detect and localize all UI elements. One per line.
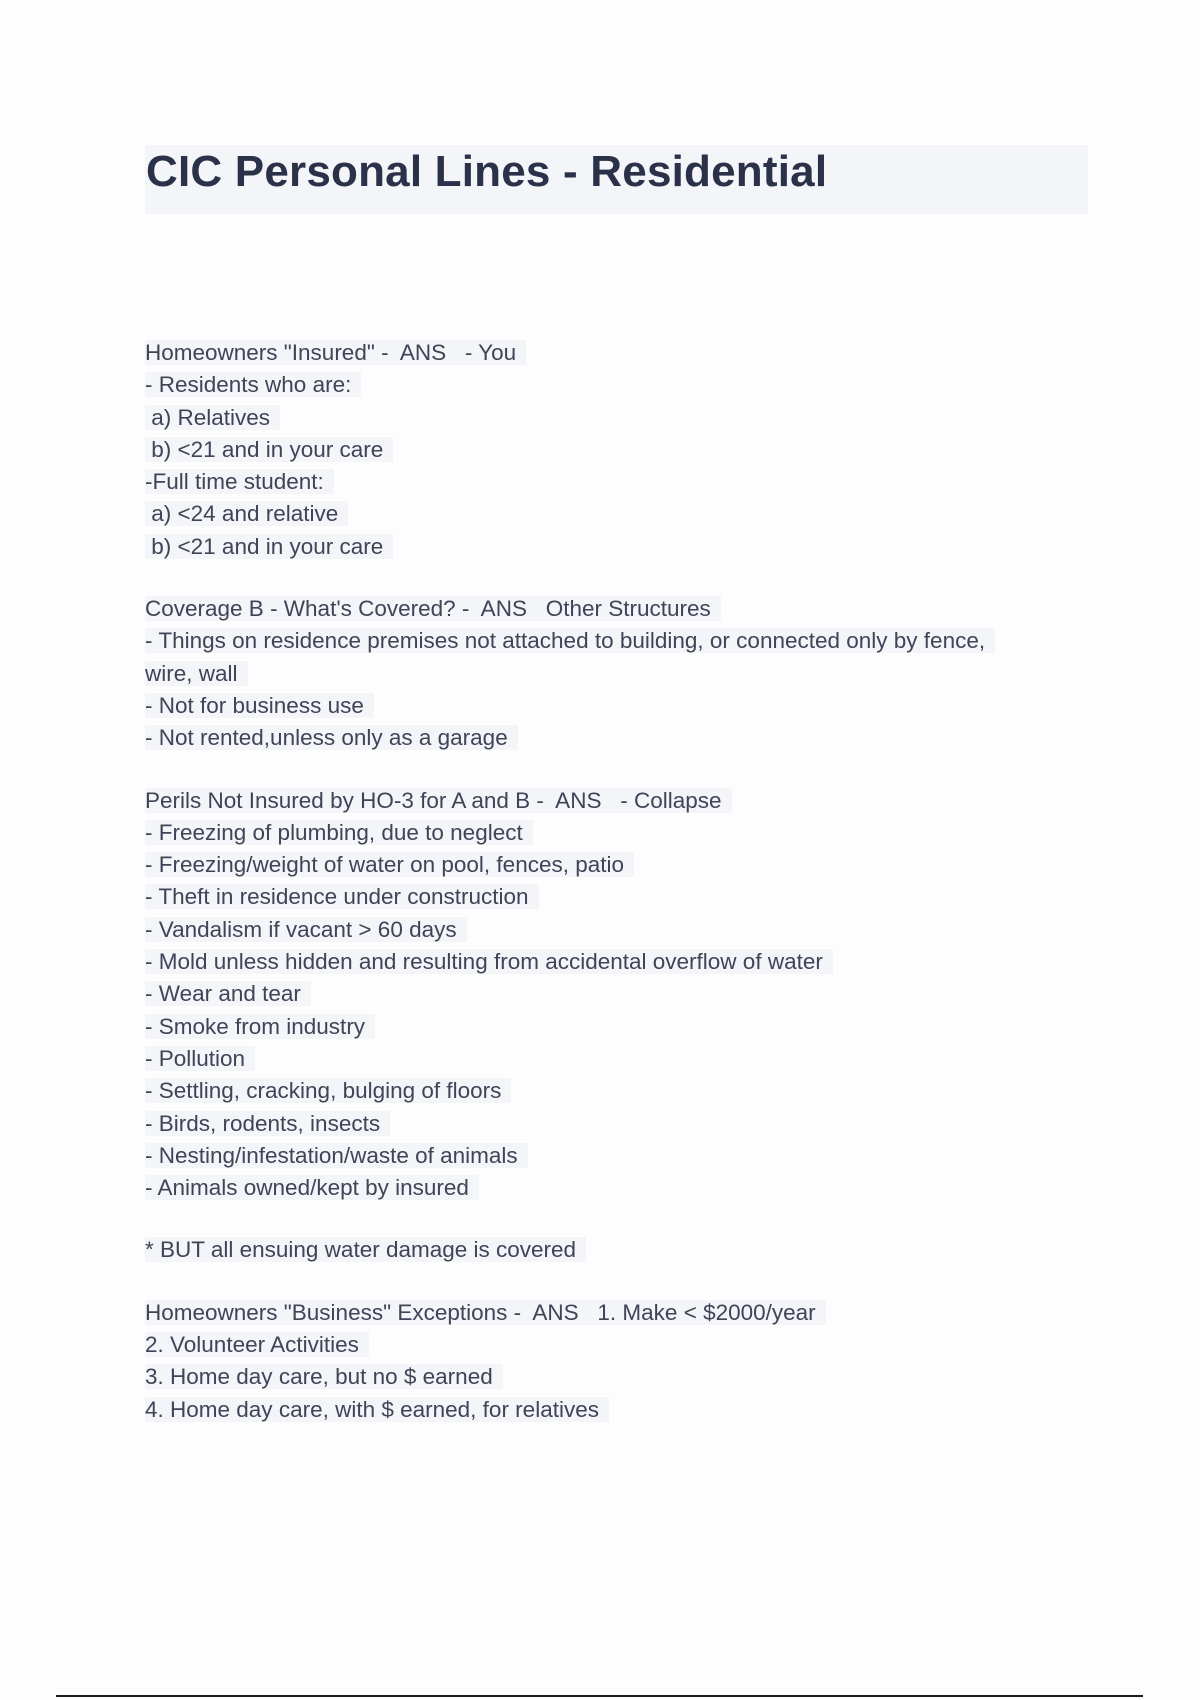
text-line: - Vandalism if vacant > 60 days	[145, 917, 467, 942]
text-line: - Not for business use	[145, 693, 374, 718]
text-line: a) Relatives	[145, 405, 280, 430]
section-coverage-b	[145, 593, 1065, 754]
text-line: 4. Home day care, with $ earned, for relatives	[145, 1397, 609, 1422]
section-water-damage-note	[145, 1234, 1065, 1266]
text-line: wire, wall	[145, 661, 248, 686]
text-line: - Freezing of plumbing, due to neglect	[145, 820, 533, 845]
section-perils-not-insured	[145, 785, 1065, 1205]
text-line: a) <24 and relative	[145, 501, 348, 526]
text-line: - Residents who are:	[145, 372, 361, 397]
text-line: - Not rented,unless only as a garage	[145, 725, 518, 750]
footer-divider	[56, 1695, 1143, 1697]
text-line: - Pollution	[145, 1046, 255, 1071]
text-line: - Settling, cracking, bulging of floors	[145, 1078, 511, 1103]
text-line: - Theft in residence under construction	[145, 884, 539, 909]
section-homeowners-insured	[145, 337, 1065, 563]
page-title: CIC Personal Lines - Residential	[146, 147, 828, 196]
text-line: Homeowners "Business" Exceptions - ANS 1. Make < $2000/year	[145, 1300, 826, 1325]
text-line: - Smoke from industry	[145, 1014, 375, 1039]
text-line: - Wear and tear	[145, 981, 311, 1006]
text-line: b) <21 and in your care	[145, 534, 393, 559]
text-line: - Animals owned/kept by insured	[145, 1175, 479, 1200]
text-line: Perils Not Insured by HO-3 for A and B - ANS - Collapse	[145, 788, 732, 813]
text-line: 2. Volunteer Activities	[145, 1332, 369, 1357]
text-line: - Freezing/weight of water on pool, fences, patio	[145, 852, 634, 877]
text-line: - Nesting/infestation/waste of animals	[145, 1143, 528, 1168]
text-line: Homeowners "Insured" - ANS - You	[145, 340, 526, 365]
text-line: - Birds, rodents, insects	[145, 1111, 390, 1136]
text-line: -Full time student:	[145, 469, 334, 494]
text-line: * BUT all ensuing water damage is covered	[145, 1237, 586, 1262]
text-line: - Things on residence premises not attached to building, or connected only by fence,	[145, 628, 995, 653]
text-line: Coverage B - What's Covered? - ANS Other Structures	[145, 596, 721, 621]
text-line: 3. Home day care, but no $ earned	[145, 1364, 503, 1389]
section-business-exceptions	[145, 1297, 1065, 1426]
text-line: b) <21 and in your care	[145, 437, 393, 462]
document-content	[145, 337, 1065, 1456]
text-line: - Mold unless hidden and resulting from accidental overflow of water	[145, 949, 833, 974]
